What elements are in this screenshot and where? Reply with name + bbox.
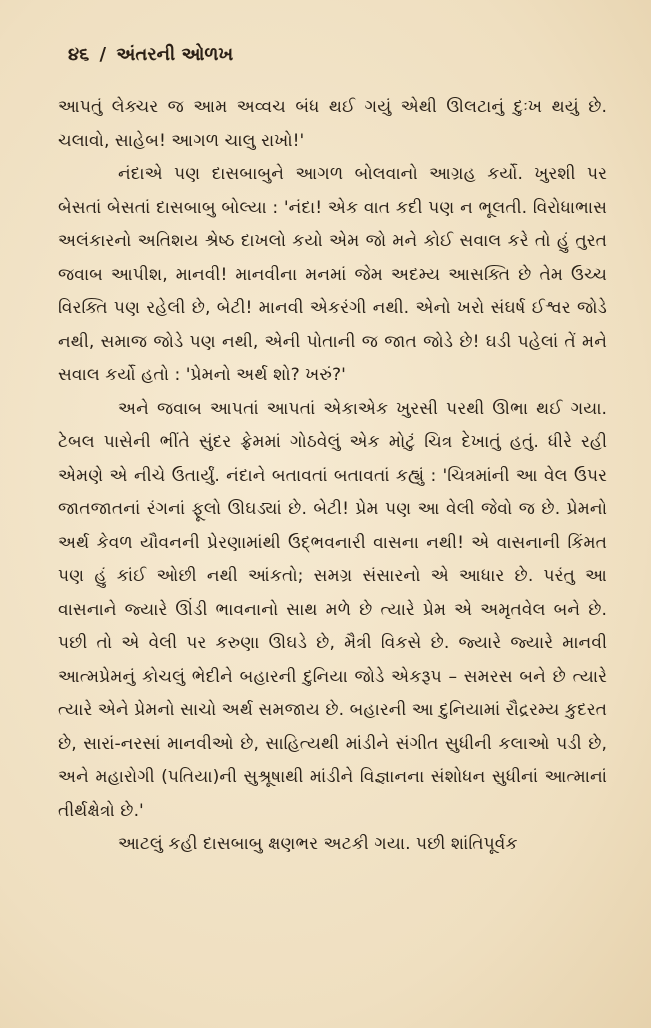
paragraph-4: આટલું કહી દાસબાબુ ક્ષણભર અટકી ગયા. પછી શાંતિપૂર્વક (118, 834, 518, 854)
paragraph-2: નંદાએ પણ દાસબાબુને આગળ બોલવાનો આગ્રહ કર્યો. ખુરશી પર બેસતાં બેસતાં દાસબાબુ બોલ્યા : 'નંદા! એક વાત કદી પણ ન ભૂલતી. વિરોધાભાસ અલંકારનો અતિશય શ્રેષ્ઠ દાખલો કયો એમ જો મને કોઈ સવાલ કરે તો હું તુરત જવાબ આપીશ, માનવી! માનવીના મનમાં જેમ અદમ્ય આસક્તિ છે તેમ ઉચ્ચ વિરક્તિ પણ રહેલી છે, બેટી! માનવી એકરંગી નથી. એનો ખરો સંઘર્ષ ઈશ્વર જોડે નથી, સમાજ જોડે પણ નથી, એની પોતાની જ જાત જોડે છે! ઘડી પહેલાં તેં મને સવાલ કર્યો હતો : 'પ્રેમનો અર્થ શો? ખરું?' (58, 164, 607, 385)
header-separator: / (99, 44, 107, 65)
running-head (68, 44, 607, 65)
paragraph-3: અને જવાબ આપતાં આપતાં એકાએક ખુરસી પરથી ઊભા થઈ ગયા. ટેબલ પાસેની ભીંતે સુંદર ફ્રેમમાં ગોઠવેલું એક મોટું ચિત્ર દેખાતું હતું. ધીરે રહી એમણે એ નીચે ઉતાર્યું. નંદાને બતાવતાં બતાવતાં કહ્યું : 'ચિત્રમાંની આ વેલ ઉપર જાતજાતનાં રંગનાં ફૂલો ઊઘડ્યાં છે. બેટી! પ્રેમ પણ આ વેલી જેવો જ છે. પ્રેમનો અર્થ કેવળ યૌવનની પ્રેરણામાંથી ઉદ્‌ભવનારી વાસના નથી! એ વાસનાની કિંમત પણ હું કાંઈ ઓછી નથી આંકતો; સમગ્ર સંસારનો એ આધાર છે. પરંતુ આ વાસનાને જ્યારે ઊંડી ભાવનાનો સાથ મળે છે ત્યારે પ્રેમ એ અમૃતવેલ બને છે. પછી તો એ વેલી પર કરુણા ઊઘડે છે, મૈત્રી વિકસે છે. જ્યારે જ્યારે માનવી આત્મપ્રેમનું કોચલું ભેદીને બહારની દુનિયા જોડે એકરૂપ – સમરસ બને છે ત્યારે ત્યારે એને પ્રેમનો સાચો અર્થ સમજાય છે. બહારની આ દુનિયામાં રૌદ્રરમ્ય કુદરત છે, સારાં-નરસાં માનવીઓ છે, સાહિત્યથી માંડીને સંગીત સુધીની કલાઓ પડી છે, અને મહારોગી (પતિયા)ની સુશ્રૂષાથી માંડીને વિજ્ઞાનના સંશોધન સુધીનાં આત્માનાં તીર્થક્ષેત્રો છે.' (58, 398, 607, 821)
page-number: ૪૬ (68, 44, 90, 65)
body-text (58, 91, 607, 862)
paragraph-1: આપતું લેક્ચર જ આમ અવ્વચ બંધ થઈ ગયું એથી ઊલટાનું દુઃખ થયું છે. ચલાવો, સાહેબ! આગળ ચાલુ રાખો!' (58, 97, 607, 151)
book-title: અંતરની ઓળખ (116, 44, 234, 65)
